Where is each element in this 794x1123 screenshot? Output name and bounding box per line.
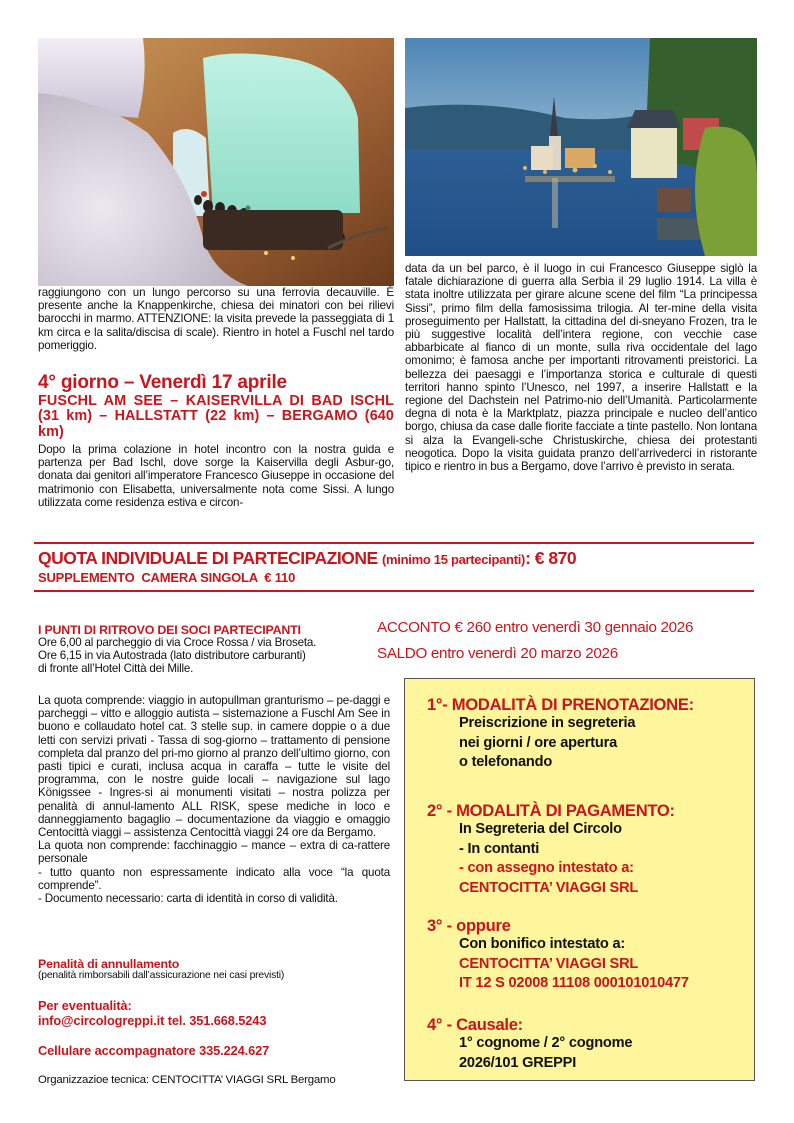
- box-line: nei giorni / ore apertura: [459, 734, 617, 751]
- hallstatt-image: [405, 38, 757, 256]
- box-line: - con assegno intestato a:: [459, 860, 634, 876]
- meeting-point-line: Ore 6,00 al parcheggio di via Croce Rossa / via Broseta.: [38, 636, 317, 649]
- divider-top: [34, 542, 754, 544]
- price-label: QUOTA INDIVIDUALE DI PARTECIPAZIONE: [38, 548, 378, 568]
- divider-bottom: [34, 590, 754, 592]
- meeting-point-line: Ore 6,15 in via Autostrada (lato distributore carburanti): [38, 649, 306, 663]
- bank-transfer-heading: 3° - oppure: [427, 916, 511, 935]
- meeting-points-list: [38, 636, 398, 676]
- payment-reference: [405, 1015, 754, 1073]
- deposit-deadline: ACCONTO € 260 entro venerdì 30 gennaio 2026: [377, 619, 694, 636]
- day4-route: FUSCHL AM SEE – KAISERVILLA DI BAD ISCHL (31 km) – HALLSTATT (22 km) – BERGAMO (640 km): [38, 393, 394, 440]
- quota-excludes: La quota non comprende: facchinaggio – mance – extra di ca-rattere personale: [38, 839, 390, 866]
- payee-name: CENTOCITTA’ VIAGGI SRL: [459, 955, 639, 972]
- quota-details: [38, 694, 390, 905]
- meeting-point-line: di fronte all’Hotel Città dei Mille.: [38, 662, 194, 676]
- bank-transfer: [405, 916, 754, 994]
- cancellation-note: (penalità rimborsabili dall’assicurazione nei casi previsti): [38, 970, 285, 981]
- reference-code: 2026/101 GREPPI: [459, 1054, 577, 1071]
- contact-label: Per eventualità:: [38, 998, 132, 1013]
- box-line: In Segreteria del Circolo: [459, 821, 622, 837]
- contact-email-phone[interactable]: info@circologreppi.it tel. 351.668.5243: [38, 1013, 267, 1028]
- required-document: - Documento necessario: carta di identità in corso di validità.: [38, 892, 338, 906]
- meeting-points-title: I PUNTI DI RITROVO DEI SOCI PARTECIPANTI: [38, 623, 301, 637]
- payment-method: [405, 801, 754, 898]
- ice-cave-image: [38, 38, 394, 286]
- minimum-participants-note: (minimo 15 partecipanti): [382, 552, 526, 567]
- cancellation-title: Penalità di annullamento: [38, 957, 180, 971]
- ice-cave-photo: [38, 38, 394, 286]
- day4-text-left: Dopo la prima colazione in hotel incontro con la nostra guida e partenza per Bad Ischl, dove sorge la Kaiservilla degli Asbur-go, donata dai genitori all’imperatore Francesco Giuseppe in occasione del matrimonio con Elisabetta, universalmente nota come Sissi. A lungo utilizzata come residenza estiva e circon-: [38, 443, 394, 509]
- iban[interactable]: IT 12 S 02008 11108 000101010477: [459, 975, 689, 991]
- price-value: € 870: [534, 548, 577, 568]
- balance-deadline: SALDO entro venerdì 20 marzo 2026: [377, 645, 618, 662]
- technical-organizer: Organizzazioe tecnica: CENTOCITTA’ VIAGGI SRL Bergamo: [38, 1074, 336, 1086]
- price-separator: :: [525, 548, 535, 568]
- single-room-supplement: SUPPLEMENTO CAMERA SINGOLA € 110: [38, 570, 296, 585]
- box-line: Preiscrizione in segreteria: [459, 715, 636, 731]
- payee-name: CENTOCITTA’ VIAGGI SRL: [459, 879, 639, 896]
- quota-excludes-other: - tutto quanto non espressamente indicato alla voce “la quota comprende”.: [38, 865, 390, 892]
- box-line: - In contanti: [459, 840, 540, 857]
- quota-includes: La quota comprende: viaggio in autopullman granturismo – pe-daggi e parcheggi – vitto e alloggio autista – sistemazione a Fuschl Am See in buono e collaudato hotel cat. 3 stelle sup. in camere doppie o a due letti con servizi privati - Tassa di sog-giorno – trattamento di pensione completa dal pranzo del pri-mo giorno al pranzo dell’ultimo giorno, con pasti tipici e curati, inclusa acqua in caraffa – tutte le visite del programma, con le nostre guide locali – navigazione sul lago Königssee - Ingres-si ai monumenti visitati – nostra polizza per penalità di annul-lamento ALL RISK, spese mediche in loco e danneggiamento bagaglio – documentazione da viaggio e omaggio Centocittà viaggi – assistenza Centocittà viaggi 24 ore da Bergamo.: [38, 694, 390, 840]
- hallstatt-photo: [405, 38, 757, 256]
- booking-method-heading: 1°- MODALITÀ DI PRENOTAZIONE:: [427, 695, 694, 714]
- payment-reference-heading: 4° - Causale:: [427, 1015, 523, 1034]
- price-line: [38, 548, 758, 570]
- box-line: o telefonando: [459, 754, 553, 770]
- payment-method-heading: 2° - MODALITÀ DI PAGAMENTO:: [427, 801, 675, 820]
- day4-title: 4° giorno – Venerdì 17 aprile: [38, 372, 287, 393]
- guide-mobile[interactable]: Cellulare accompagnatore 335.224.627: [38, 1043, 270, 1058]
- booking-method: [405, 695, 754, 773]
- box-line: 1° cognome / 2° cognome: [459, 1035, 633, 1051]
- day4-text-right: data da un bel parco, è il luogo in cui Francesco Giuseppe siglò la fatale dichiarazione di guerra alla Serbia il 29 luglio 1914. La villa è stata inoltre utilizzata per girare alcune scene del film “La principessa Sissi”, primo film della famosissima trilogia. Al ter-mine della visita proseguimento per Hallstatt, la cittadina del di-sneyano Frozen, tra le più suggestive località dell’intera regione, con vecchie case abbarbicate al fianco di un monte, sulla riva occidentale del lago omonimo; è famosa anche per importanti ritrovamenti preistorici. La bellezza dei paesaggi e l’importanza storica e culturale di questi territori hanno spinto l’Unesco, nel 1997, a inserire Hallstatt e la regione del Dachstein nel Patrimo-nio dell’Umanità. Particolarmente degna di nota è la Marktplatz, piazza principale e nucleo dell’antico borgo, chiusa da case dalle fiorite facciate a tinte pastello. Non lontana si alza la Evangeli-sche Christuskirche, chiesa dei protestanti neogotica. Dopo la visita guidata pranzo dell’arrivederci in ristorante tipico e rientro in bus a Bergamo, dove l’arrivo è previsto in serata.: [405, 262, 757, 474]
- day3-continuation-text: raggiungono con un lungo percorso su una ferrovia decauville. È presente anche la Knappenkirche, chiesa dei minatori con bei rilievi barocchi in marmo. ATTENZIONE: la visita prevede la passeggiata di 1 km circa e la salita/discisa di scale). Rientro in hotel a Fuschl nel tardo pomeriggio.: [38, 286, 394, 352]
- box-line: Con bonifico intestato a:: [459, 936, 626, 952]
- booking-payment-box: [404, 678, 755, 1081]
